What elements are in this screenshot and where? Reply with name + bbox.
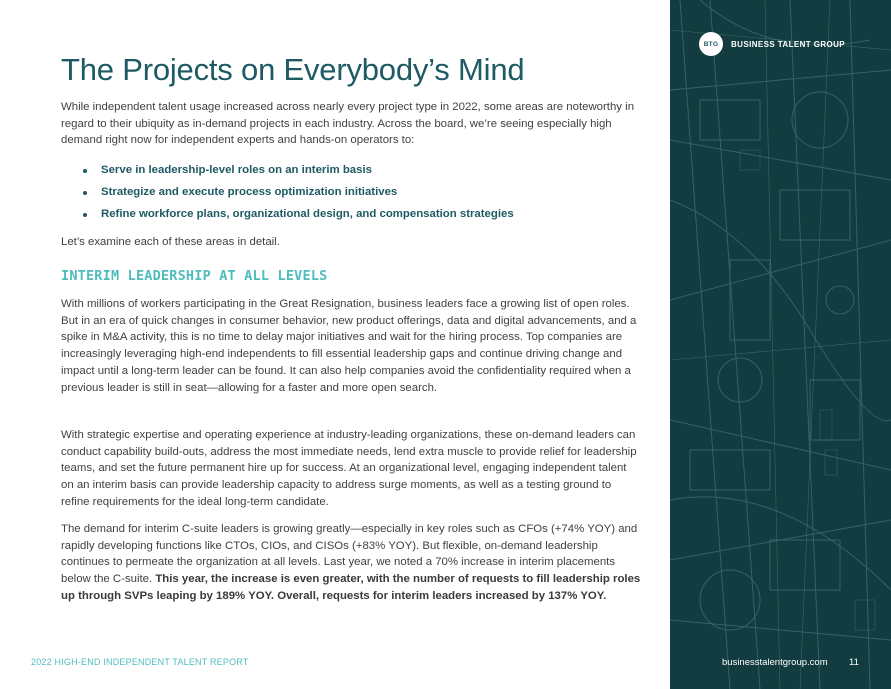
page-title: The Projects on Everybody’s Mind xyxy=(61,52,525,87)
footer-url-link[interactable]: businesstalentgroup.com xyxy=(722,657,828,668)
logo-mark: BTG xyxy=(699,32,723,56)
bullet-item: Refine workforce plans, organizational design, and compensation strategies xyxy=(61,204,621,226)
bullet-list xyxy=(61,160,621,226)
logo-wordmark: BUSINESS TALENT GROUP xyxy=(731,39,846,49)
page-number: 11 xyxy=(849,657,859,668)
company-logo xyxy=(699,31,845,57)
bullet-item: Serve in leadership-level roles on an interim basis xyxy=(61,160,621,182)
intro-paragraph: While independent talent usage increased across nearly every project type in 2022, some areas are noteworthy in regard to their ubiquity as in-demand projects in each industry. Across the board, we’re seeing especially high demand right now for independent experts and hands-on operators to: xyxy=(61,101,635,147)
examine-paragraph: Let’s examine each of these areas in detail. xyxy=(61,236,280,248)
section-heading: INTERIM LEADERSHIP AT ALL LEVELS xyxy=(61,268,328,284)
bullet-item: Strategize and execute process optimization initiatives xyxy=(61,182,621,204)
body-paragraph-1: With millions of workers participating in the Great Resignation, business leaders face a growing list of open roles. But in an era of quick changes in consumer behavior, new product offerings, data and digital advancements, and a spike in M&A activity, this is no time to delay major initiatives and wait for the hiring process. Top companies are increasingly leveraging high-end independents to fill essential leadership gaps and continue driving change and impact until a long-term leader can be found. It can also help companies avoid the confidentiality required when a previous leader is still in seat—allowing for a faster and more open search. xyxy=(61,298,637,394)
body-paragraph-3-regular: The demand for interim C-suite leaders is growing greatly—especially in key roles such as CFOs (+74% YOY) and rapidly developing functions like CTOs, CIOs, and CISOs (+83% YOY). But flexible, on-demand leadership continues to permeate the organization at all levels. Last year, we noted a 70% increase in interim placements below the C-suite. xyxy=(61,523,638,586)
body-paragraph-3 xyxy=(61,521,641,605)
footer-report-title: 2022 HIGH-END INDEPENDENT TALENT REPORT xyxy=(31,657,249,667)
blueprint-pattern-icon xyxy=(670,0,891,689)
blueprint-side-panel xyxy=(670,0,891,689)
body-paragraph-3-bold: This year, the increase is even greater, with the number of requests to fill leadership roles up through SVPs leaping by 189% YOY. Overall, requests for interim leaders increased by 137% YOY. xyxy=(61,573,641,602)
body-paragraph-2: With strategic expertise and operating experience at industry-leading organizations, these on-demand leaders can conduct capability build-outs, address the most immediate needs, lend extra muscle to provide relief for leadership teams, and set the future permanent hire up for success. At an organizational level, engaging independent talent on an interim basis can provide leadership capacity to address surge moments, as well as a testing ground to refine requirements for the ideal long-term candidate. xyxy=(61,429,637,508)
